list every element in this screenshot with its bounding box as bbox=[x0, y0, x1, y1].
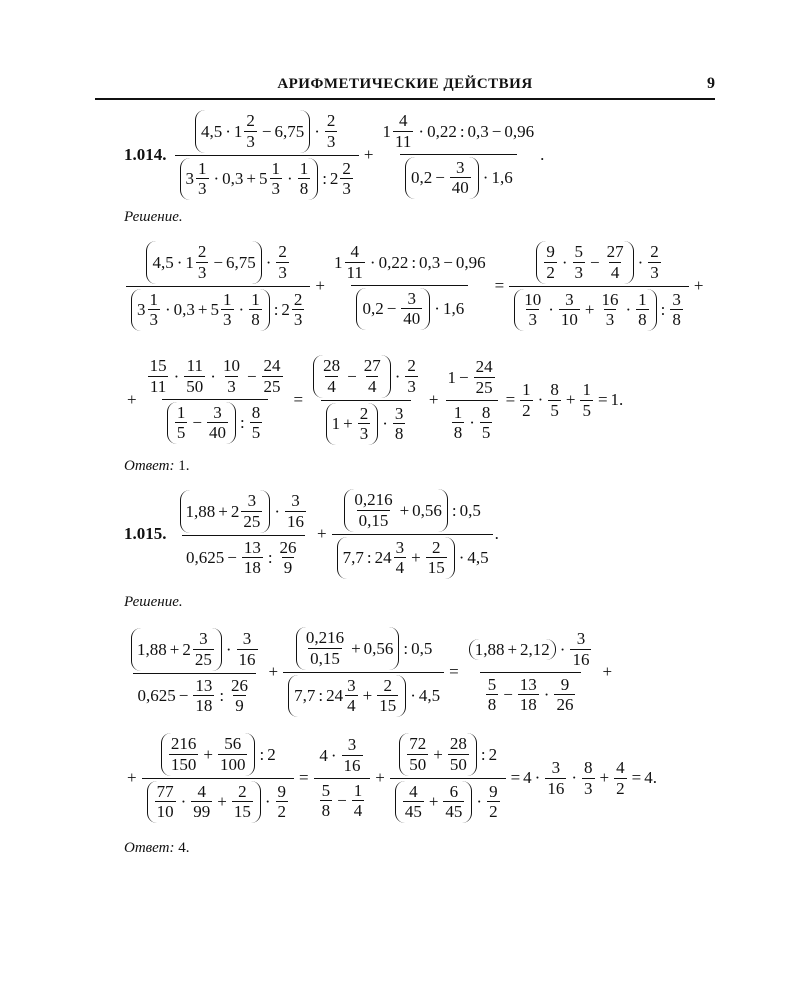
solution-1014-line-2: + 15 11 · 11 50 · 10 3 − $\frac{24}{25}$ 1 5 − $\frac{3}{40}$ : 8 5 = 28 4 − $\frac{27}{4}$ · 2 3 1 + $\frac{2}{3}$ · 3 8 + 1 − $\frac{24}{25}$ 1 8 · 8 5 = $\frac{1}{2}$ · 8 5 + $\frac{1}{5}$ = 1. bbox=[0, 352, 800, 448]
page-header bbox=[95, 72, 715, 100]
solution-1015-line-1: 1,88 + 2 3 25 · 3 16 0,625 − $\frac{13}{18}$ : 26 9 + 0,216 0,15 + 0,56 : 0,5 7,7 : 24 3 4 + $\frac{2}{15}$ · 4,5 = 1,88 + 2,12 · 3 16 5 8 − $\frac{13}{18}$ · 9 26 + bbox=[0, 622, 800, 722]
answer-1015: Ответ: 4. bbox=[124, 840, 190, 856]
solution-1014-line-1: 4,5 · 1 2 3 − 6,75 · 2 3 3 1 3 · 0,3 + 5 1 3 · 1 8 : 2 2 3 + 1 4 11 · 0,22 : 0,3 − 0,96 0,2 − $\frac{3}{40}$ · 1,6 = 9 2 · 5 3 − $\frac{27}{4}$ · 2 3 10 3 · 3 10 + $\frac{16}{3}$ · 1 8 : 3 8 + bbox=[0, 238, 800, 334]
problem-1014 bbox=[0, 110, 800, 200]
answer-1014: Ответ: 1. bbox=[124, 458, 190, 474]
problem-label: 1.015. bbox=[124, 524, 167, 543]
page-number: 9 bbox=[707, 75, 715, 92]
solution-label-1015: Решение. bbox=[124, 594, 183, 610]
problem-expression: 4,5 · 1 2 3 − 6,75 · 2 3 3 1 3 · 0,3 + 5 1 3 · 1 8 : 2 2 3 + 1 4 11 · 0,22 : 0,3 − 0,96 0,2 − $\frac{3}{40}$ · 1,6 . bbox=[173, 108, 545, 201]
solution-label-1014: Решение. bbox=[124, 209, 183, 225]
problem-expression: 1,88 + 2 3 25 · 3 16 0,625 − $\frac{13}{18}$ : 26 9 + 0,216 0,15 + 0,56 : 0,5 7,7 : 24 3 4 + $\frac{2}{15}$ · 4,5 . bbox=[173, 487, 499, 580]
running-title: АРИФМЕТИЧЕСКИЕ ДЕЙСТВИЯ bbox=[277, 76, 533, 92]
solution-1015-line-2: + 216 150 + $\frac{56}{100}$ : 2 77 10 · 4 99 + $\frac{2}{15}$ · 9 2 = 4 · 3 16 5 8 − $\frac{1}{4}$ + 72 50 + $\frac{28}{50}$ : 2 4 45 + $\frac{6}{45}$ · 9 2 = 4 · 3 16 · 8 3 + $\frac{4}{2}$ = 4. bbox=[0, 728, 800, 828]
problem-label: 1.014. bbox=[124, 145, 167, 164]
problem-1015 bbox=[0, 486, 800, 582]
